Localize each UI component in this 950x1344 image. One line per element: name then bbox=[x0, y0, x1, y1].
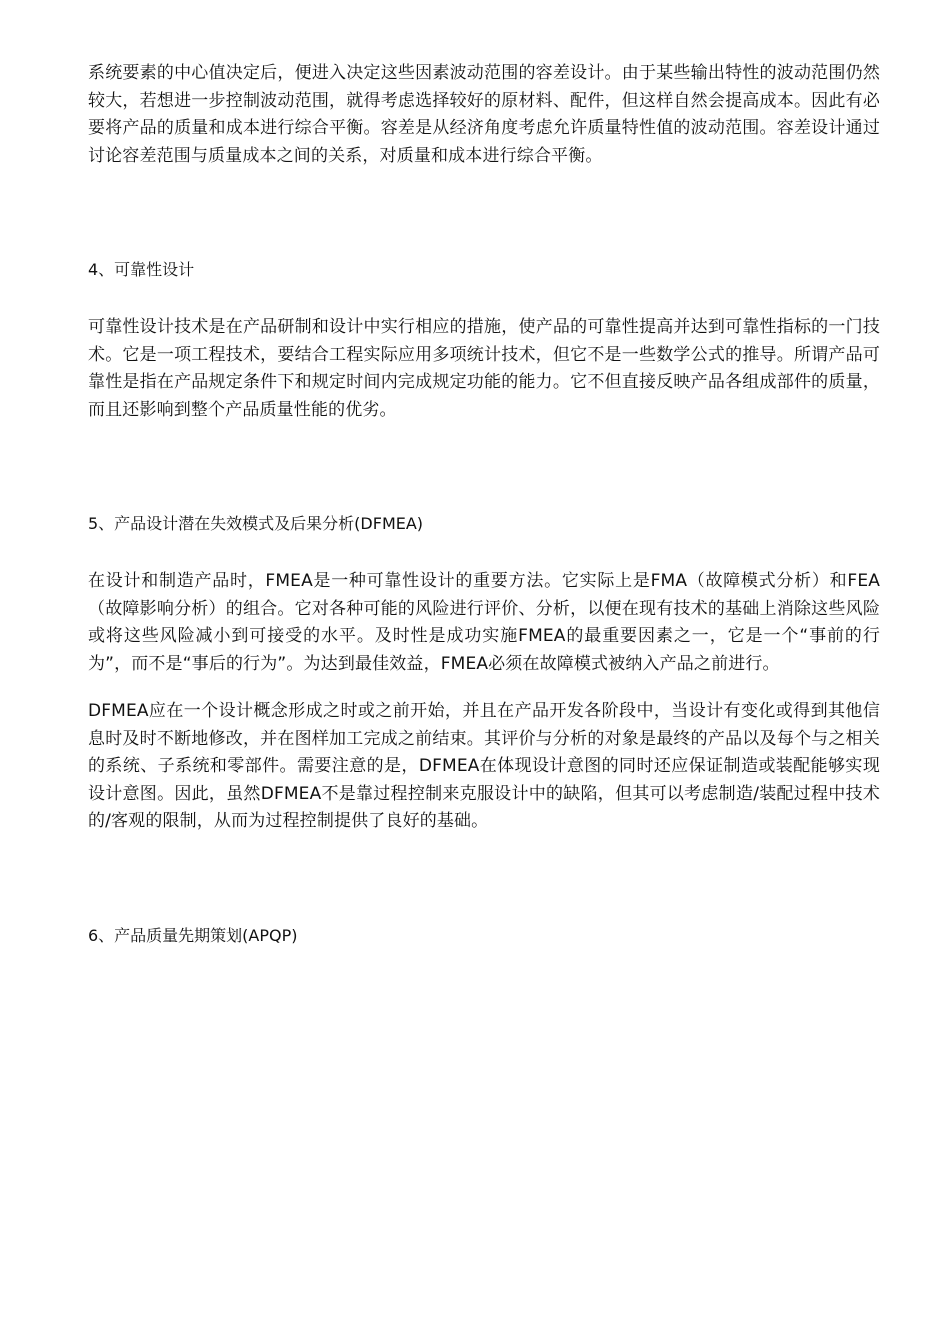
section-5-heading: 5、产品设计潜在失效模式及后果分析(DFMEA) bbox=[88, 514, 424, 533]
section-4-paragraph: 可靠性设计技术是在产品研制和设计中实行相应的措施，使产品的可靠性提高并达到可靠性指标的一门技术。它是一项工程技术，要结合工程实际应用多项统计技术，但它不是一些数学公式的推导。所谓产品可靠性是指在产品规定条件下和规定时间内完成规定功能的能力。它不但直接反映产品各组成部件的质量，而且还影响到整个产品质量性能的优劣。 bbox=[88, 317, 880, 420]
intro-paragraph: 系统要素的中心值决定后，便进入决定这些因素波动范围的容差设计。由于某些输出特性的波动范围仍然较大，若想进一步控制波动范围，就得考虑选择较好的原材料、配件，但这样自然会提高成本。因此有必要将产品的质量和成本进行综合平衡。容差是从经济角度考虑允许质量特性值的波动范围。容差设计通过讨论容差范围与质量成本之间的关系，对质量和成本进行综合平衡。 bbox=[88, 63, 880, 166]
document-page bbox=[88, 60, 880, 949]
section-5-paragraph-2: DFMEA应在一个设计概念形成之时或之前开始，并且在产品开发各阶段中，当设计有变化或得到其他信息时及时不断地修改，并在图样加工完成之前结束。其评价与分析的对象是最终的产品以及每个与之相关的系统、子系统和零部件。需要注意的是，DFMEA在体现设计意图的同时还应保证制造或装配能够实现设计意图。因此，虽然DFMEA不是靠过程控制来克服设计中的缺陷，但其可以考虑制造/装配过程中技术的/客观的限制，从而为过程控制提供了良好的基础。 bbox=[88, 701, 880, 831]
section-5-paragraph-1: 在设计和制造产品时，FMEA是一种可靠性设计的重要方法。它实际上是FMA（故障模式分析）和FEA（故障影响分析）的组合。它对各种可能的风险进行评价、分析，以便在现有技术的基础上消除这些风险或将这些风险减小到可接受的水平。及时性是成功实施FMEA的最重要因素之一，它是一个“事前的行为”，而不是“事后的行为”。为达到最佳效益，FMEA必须在故障模式被纳入产品之前进行。 bbox=[88, 571, 880, 674]
section-6-heading: 6、产品质量先期策划(APQP) bbox=[88, 925, 298, 945]
section-4-heading: 4、可靠性设计 bbox=[88, 260, 195, 279]
